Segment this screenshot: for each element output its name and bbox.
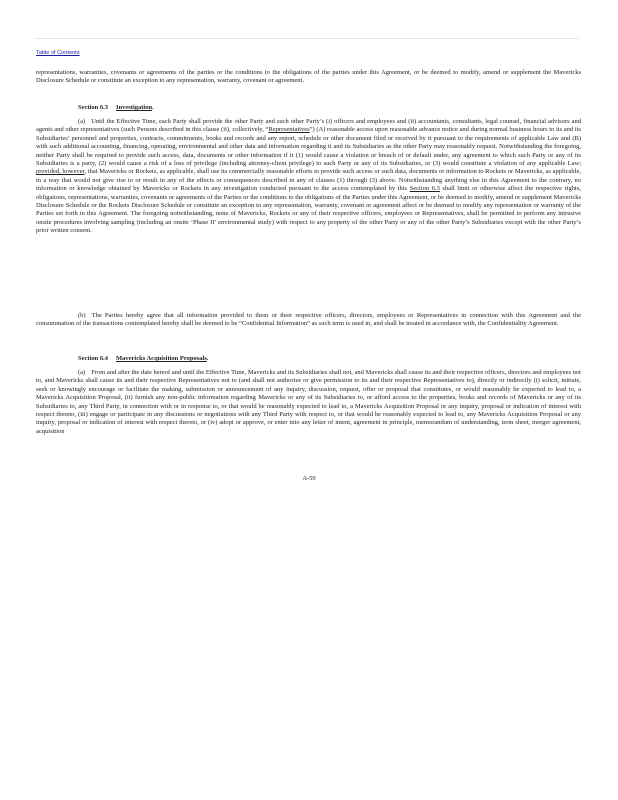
section-6-3-number: Section 6.3 — [78, 104, 108, 111]
section-6-3-heading: Section 6.3 Investigation. — [78, 104, 154, 111]
section-6-3-para-b-text: The Parties hereby agree that all information provided to them or their respective officers, directors, employees or Representatives in connection with this Agreement and the consummation of the transactions contemplated hereby shall be deemed to be “Confidential Information” as such term is used in, and shall be treated in accordance with, the Confidentiality Agreement. — [36, 312, 581, 328]
section-6-3-para-a-text-3: , that Mavericks or Rockets, as applicable, shall use its commercially reasonable efforts to provide such access or such data, documents or information to Rockets or Mavericks, as applicable, in a way that would not give rise to or result in any of the effects or consequences described in any of clauses (1) through (3) above. Notwithstanding anything else in this Agreement to the contrary, no information or knowledge obtained by Mavericks or Rockets in any investigation conducted pursuant to the access contemplated by this — [36, 168, 581, 193]
section-6-3-para-b — [36, 312, 581, 329]
section-6-3-para-a-label: (a) — [78, 118, 86, 125]
section-6-3-para-a-text-1: Until the Effective Time, each Party shall provide the other Party and such other Party’s (i) officers and employees and (ii) accountants, consultants, legal counsel, financial advisors and agents and other representatives (such Persons described in this clause (ii), collectively, “ — [36, 118, 581, 134]
section-6-4-para-a-label: (a) — [78, 369, 86, 376]
header-divider — [34, 38, 579, 39]
page-number: A-59 — [302, 475, 316, 482]
section-6-4-para-a — [36, 369, 581, 436]
table-of-contents-link[interactable]: Table of Contents — [36, 50, 80, 56]
section-6-3-reference: Section 6.3 — [409, 185, 440, 193]
representatives-term: Representatives — [268, 126, 310, 134]
section-6-3-para-a — [36, 118, 581, 236]
section-6-4-title: Mavericks Acquisition Proposals — [115, 355, 207, 362]
section-6-4-para-a-text: From and after the date hereof and until the Effective Time, Mavericks and its Subsidiaries shall not, and Mavericks shall cause its and their respective officers, directors and employees not to, and Mavericks shall cause its and their respective Representatives not to (and shall not authorize or give permission to its and their respective Representatives to), directly or indirectly (i) solicit, initiate, seek or knowingly encourage or facilitate the making, submission or announcement of any inquiry, discussion, request, offer or proposal that constitutes, or would reasonably be expected to lead to, a Mavericks Acquisition Proposal, (ii) furnish any non-public information regarding Mavericks or any of its Subsidiaries to, or afford access to the properties, books and records of Mavericks or any of its Subsidiaries to, any Third Party, in connection with or in response to, or that would be reasonably expected to lead to, a Mavericks Acquisition Proposal or any inquiry, proposal or indication of interest with respect thereto, (iii) engage or participate in any discussions or negotiations with any Third Party with respect to, or that would be reasonably expected to lead to, any Mavericks Acquisition Proposal or any inquiry, proposal or indication of interest with respect thereto, or (iv) adopt or approve, or enter into any letter of intent, agreement in principle, memorandum of understanding, term sheet, merger agreement, acquisition — [36, 369, 581, 435]
section-6-3-title: Investigation — [115, 104, 153, 111]
section-6-4-number: Section 6.4 — [78, 355, 108, 362]
section-6-3-para-b-label: (b) — [78, 312, 86, 319]
section-6-4-heading: Section 6.4 Mavericks Acquisition Proposals. — [78, 355, 209, 362]
section-6-3-para-a-text-4: shall limit or otherwise affect the respective rights, obligations, representations, warranties, covenants or agreements of the Parties or the conditions to the obligations of the Parties under this Agreement, or be deemed to modify, amend or supplement Mavericks Disclosure Schedule or the Rockets Disclosure Schedule or constitute an exception to any representation, warranty, covenant or agreement affect or be deemed to modify any representation or warranty of the Parties set forth in this Agreement. The foregoing notwithstanding, none of Mavericks, Rockets or any of their respective officers, employees or Representatives, shall be permitted to perform any intrusive onsite procedures involving sampling (including an onsite ‘Phase II’ environmental study) with respect to any property of the other Party or any of the other Party’s Subsidiaries except with the other Party’s prior written consent. — [36, 185, 582, 235]
continued-paragraph: representations, warranties, covenants or agreements of the parties or the conditions to the obligations of the parties under this Agreement, or be deemed to modify, amend or supplement the Mavericks Disclosure Schedule or constitute an exception to any representation, warranty, covenant or agreement. — [36, 69, 581, 85]
provided-however-term: provided, however — [36, 168, 85, 176]
section-6-3-para-a-text-2: ”) (A) reasonable access upon reasonable advance notice and during normal business hours to its and its Subsidiaries’ personnel and properties, contracts, commitments, books and records and any report, schedule or other document filed or received by it pursuant to the requirements of applicable Law and (B) with such additional accounting, financing, operating, environmental and other data and information regarding it and its Subsidiaries as the other Party may reasonably request. Notwithstanding the foregoing, neither Party shall be required to provide such access, data, documents or other information if it (1) would cause a violation or breach of or default under, any agreement to which such Party or any of its Subsidiaries is a party, (2) would cause a risk of a loss of privilege (including attorney-client privilege) to such Party or any of its Subsidiaries, or (3) would constitute a violation of any applicable Law; — [36, 126, 581, 168]
